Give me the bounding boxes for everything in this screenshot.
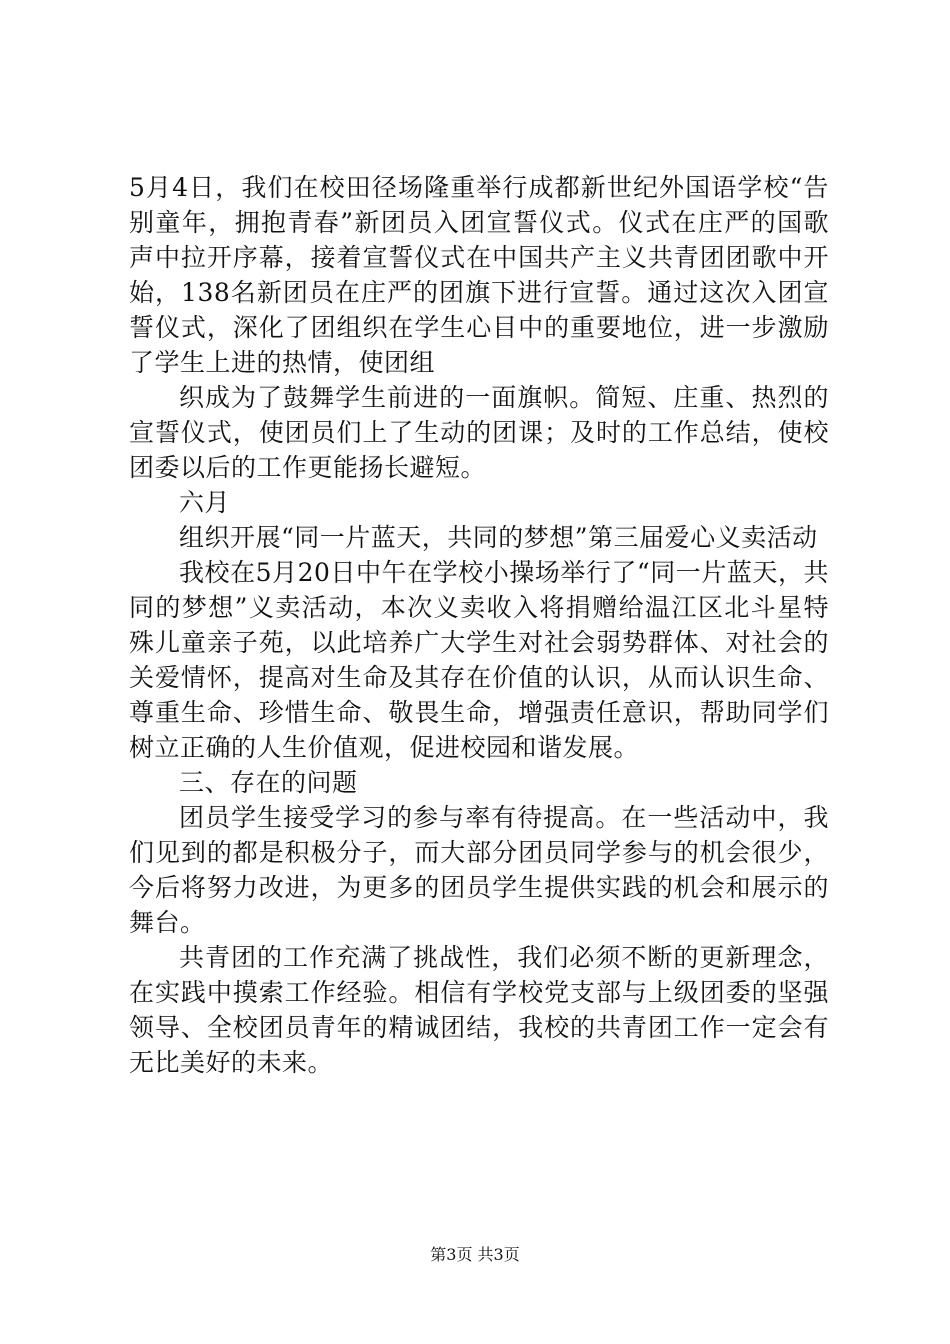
page-footer (0, 1245, 950, 1265)
section-heading-june: 六月 (179, 488, 231, 517)
activity-heading-charity-sale: 组织开展“同一片蓝天，共同的梦想”第三届爱心义卖活动 (179, 523, 818, 552)
paragraph-charity-sale: 我校在5月20日中午在学校小操场举行了“同一片蓝天，共同的梦想”义卖活动，本次义卖收入将捐赠给温江区北斗星特殊儿童亲子苑，以此培养广大学生对社会弱势群体、对社会的关爱情怀，提高对生命及其存在价值的认识，从而认识生命、尊重生命、珍惜生命、敬畏生命，增强责任意识，帮助同学们树立正确的人生价值观，促进校园和谐发展。 (129, 558, 829, 762)
page-number-label: 第3页 共3页 (430, 1245, 520, 1264)
paragraph-oath-ceremony-continued: 织成为了鼓舞学生前进的一面旗帜。简短、庄重、热烈的宣誓仪式，使团员们上了生动的团课；及时的工作总结，使校团委以后的工作更能扬长避短。 (129, 383, 829, 482)
section-heading-problems: 三、存在的问题 (179, 768, 358, 797)
paragraph-problems: 团员学生接受学习的参与率有待提高。在一些活动中，我们见到的都是积极分子，而大部分团员同学参与的机会很少，今后将努力改进，为更多的团员学生提供实践的机会和展示的舞台。 (129, 803, 829, 937)
paragraph-oath-ceremony: 5月4日，我们在校田径场隆重举行成都新世纪外国语学校“告别童年，拥抱青春”新团员入团宣誓仪式。仪式在庄严的国歌声中拉开序幕，接着宣誓仪式在中国共产主义共青团团歌中开始，138名新团员在庄严的团旗下进行宣誓。通过这次入团宣誓仪式，深化了团组织在学生心目中的重要地位，进一步激励了学生上进的热情，使团组 (129, 173, 829, 377)
paragraph-conclusion: 共青团的工作充满了挑战性，我们必须不断的更新理念，在实践中摸索工作经验。相信有学校党支部与上级团委的坚强领导、全校团员青年的精诚团结，我校的共青团工作一定会有无比美好的未来。 (129, 943, 829, 1077)
document-body (129, 170, 829, 1080)
